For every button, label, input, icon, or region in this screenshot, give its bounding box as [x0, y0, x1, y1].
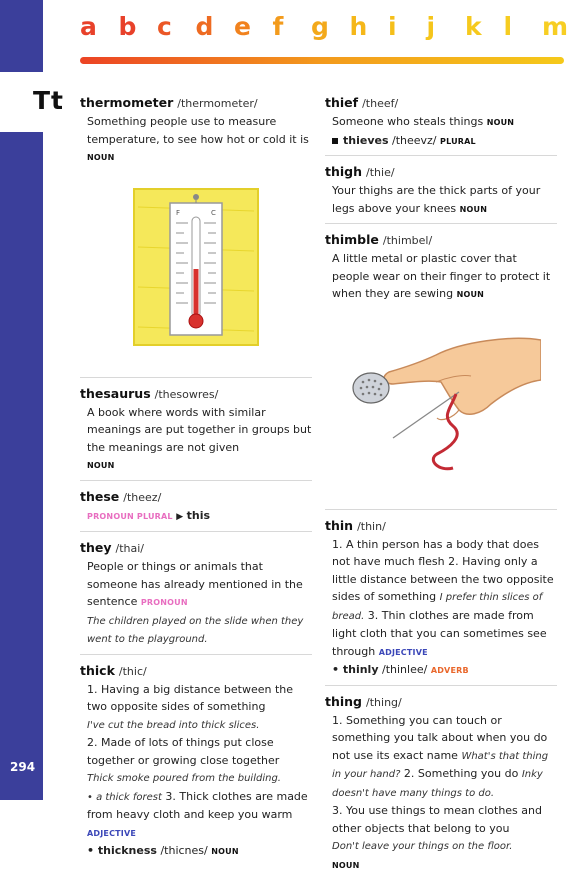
example-sentence: Don't leave your things on the floor.: [332, 841, 513, 852]
headword: thin: [325, 517, 354, 533]
derived-word: • thinly: [332, 663, 379, 676]
part-of-speech: NOUN: [211, 847, 239, 856]
headword: these: [80, 488, 120, 504]
alphabet-letter-l[interactable]: l: [503, 12, 513, 41]
pronunciation: /thai/: [115, 542, 145, 555]
entry-thimble: [325, 229, 557, 510]
definition: A book where words with similar meanings are put together in groups but the meanings are not given NOUN: [87, 405, 312, 470]
thermometer-illustration: [132, 187, 260, 347]
definition: A little metal or plastic cover that people wear on their finger to protect it when they are sewing NOUN: [332, 252, 551, 300]
part-of-speech: NOUN: [332, 860, 360, 870]
headword: they: [80, 540, 112, 555]
example-sentence: • a thick forest: [87, 791, 162, 803]
entry-thesaurus: [80, 383, 312, 481]
svg-text:F: F: [176, 208, 181, 217]
derived-word: • thickness: [87, 844, 157, 857]
entry-thing: [325, 691, 557, 880]
alphabet-letter-c[interactable]: c: [157, 12, 172, 41]
alphabet-letter-f[interactable]: f: [272, 12, 284, 41]
cross-reference: this: [186, 508, 211, 522]
definition: Your thighs are the thick parts of your legs above your knees NOUN: [332, 184, 541, 215]
pronunciation: /thin/: [357, 519, 386, 533]
definition: 1. Something you can touch or something you talk about when you do not use its exact name What's that thing in your hand? 2. Something you do Inky doesn't have many things to do. 3. You use things to mean clothes and other objects that belong to you Don't leave your things on the floor. NOUN: [332, 713, 549, 870]
entry-thigh: [325, 161, 557, 224]
pronunciation: /theevz/: [392, 133, 437, 147]
square-bullet-icon: [332, 138, 338, 144]
definition: 1. A thin person has a body that does not have much flesh 2. Having only a little distance between the two opposite sides of something I prefer thin slices of bread. 3. Thin clothes are made from light cloth that you can sometimes see through ADJECTIVE • thinly /thinlee/ ADVERB: [332, 537, 554, 676]
definition: People or things or animals that someone has already mentioned in the sentence PRONOUN The children played on the slide when they went to the playground.: [87, 560, 304, 645]
pronunciation: /thinlee/: [382, 663, 428, 676]
part-of-speech: NOUN: [87, 153, 115, 162]
part-of-speech: ADJECTIVE: [87, 828, 137, 838]
part-of-speech: ADJECTIVE: [378, 647, 428, 657]
alphabet-letter-e[interactable]: e: [234, 12, 251, 41]
thimble-hand-illustration: [341, 330, 541, 480]
example-sentence: Inky doesn't have many things to do.: [332, 769, 543, 799]
alphabet-underline: [80, 57, 564, 64]
pronunciation: /thermometer/: [177, 97, 258, 110]
part-of-speech: NOUN: [87, 461, 115, 470]
entry-these: [80, 486, 312, 533]
headword: thesaurus: [80, 385, 151, 401]
entry-thermometer: [80, 92, 312, 378]
section-letter: Tt: [33, 86, 65, 115]
part-of-speech: NOUN: [459, 204, 488, 214]
entry-they: [80, 537, 312, 655]
headword: thigh: [325, 164, 363, 179]
pronunciation: /thic/: [118, 664, 147, 678]
pronunciation: /theef/: [362, 97, 399, 110]
part-of-speech: ADVERB: [430, 666, 469, 675]
alphabet-letter-k[interactable]: k: [465, 12, 482, 41]
headword: thermometer: [80, 95, 174, 110]
headword: thing: [325, 693, 363, 709]
pronunciation: /theez/: [123, 490, 162, 504]
entry-thick: [80, 660, 312, 866]
pronunciation: /thicnes/: [160, 844, 208, 857]
definition: 1. Having a big distance between the two opposite sides of something I've cut the bread into thick slices. 2. Made of lots of things put close together or growing close together Thick smoke poured from the building. • a thick forest 3. Thick clothes are made from heavy cloth and keep you warm ADJECTIVE • thickness /thicnes/ NOUN: [87, 682, 308, 857]
alphabet-letter-h[interactable]: h: [349, 12, 368, 41]
alphabet-letter-j[interactable]: j: [426, 12, 436, 41]
headword: thief: [325, 95, 359, 110]
definition: Someone who steals things NOUN thieves /theevz/ PLURAL: [332, 115, 515, 147]
pronunciation: /thimbel/: [382, 234, 433, 247]
alphabet-letter-a[interactable]: a: [80, 12, 97, 41]
alphabet-letter-b[interactable]: b: [118, 12, 137, 41]
headword: thimble: [325, 232, 379, 247]
part-of-speech: NOUN: [456, 290, 485, 299]
alphabet-letter-d[interactable]: d: [195, 12, 214, 41]
alphabet-letter-g[interactable]: g: [311, 12, 329, 41]
part-of-speech: PRONOUN: [140, 598, 188, 607]
alphabet-index: [74, 12, 569, 52]
page-number: 294: [10, 760, 36, 774]
right-column: [325, 92, 557, 884]
alphabet-letter-m[interactable]: m: [542, 12, 569, 41]
left-column: [80, 92, 312, 871]
example-sentence: I prefer thin slices of bread.: [332, 592, 543, 622]
headword: thick: [80, 662, 115, 678]
pronunciation: /thing/: [366, 695, 402, 709]
definition: [80, 507, 312, 527]
example-sentence: The children played on the slide when they went to the playground.: [87, 615, 304, 645]
entry-thief: [325, 92, 557, 156]
pronunciation: /thesowres/: [154, 387, 219, 401]
part-of-speech: NOUN: [486, 118, 515, 127]
cross-reference-arrow-icon: ▶: [176, 511, 184, 522]
svg-text:C: C: [211, 208, 216, 217]
plural-form: thieves: [343, 133, 389, 147]
part-of-speech: PRONOUN PLURAL: [87, 511, 173, 521]
entry-thin: [325, 515, 557, 686]
example-sentence: Thick smoke poured from the building.: [87, 773, 281, 784]
pronunciation: /thie/: [366, 166, 395, 179]
part-of-speech: PLURAL: [440, 136, 476, 146]
example-sentence: What's that thing in your hand?: [332, 750, 549, 780]
alphabet-letter-i[interactable]: i: [388, 12, 397, 41]
definition: Something people use to measure temperature, to see how hot or cold it is NOUN: [87, 115, 309, 162]
example-sentence: I've cut the bread into thick slices.: [87, 719, 260, 731]
